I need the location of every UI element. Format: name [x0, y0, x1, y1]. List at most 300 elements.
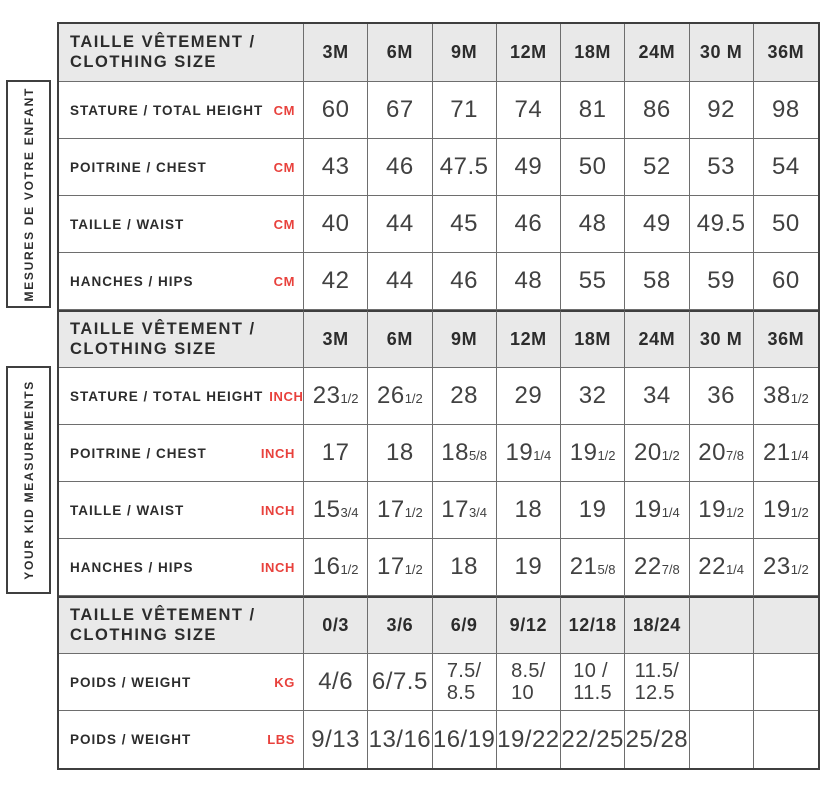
value-line: 7.5/: [446, 660, 482, 682]
size-col-header: [304, 24, 368, 82]
size-col-header-text: 6/9: [450, 615, 478, 635]
value: [698, 553, 744, 581]
value: 86: [643, 96, 671, 123]
size-header-title-line1: TAILLE VÊTEMENT /: [70, 605, 256, 624]
value: 46: [386, 153, 414, 180]
size-col-header: [497, 310, 561, 368]
value-line: 10 /: [573, 660, 608, 682]
measure-label-cell: [59, 711, 304, 768]
value: 45: [450, 210, 478, 237]
value-fraction: 1/2: [340, 562, 359, 577]
value: [377, 382, 423, 410]
value-cell: [625, 425, 689, 482]
value-cell: [433, 82, 497, 139]
size-col-header: [754, 24, 818, 82]
size-header-title: [59, 24, 304, 82]
value: 60: [321, 96, 350, 123]
value: 59: [707, 267, 735, 294]
value: 58: [643, 267, 671, 294]
measure-label-cell: [59, 654, 304, 711]
value-line: 12.5: [634, 682, 675, 704]
unit-label: CM: [273, 273, 295, 289]
value: 98: [772, 96, 800, 123]
value: 49: [643, 210, 671, 237]
value: 46: [514, 210, 543, 237]
value-cell: [497, 425, 561, 482]
value-whole: 16: [312, 553, 341, 580]
value: [698, 496, 744, 524]
value-fraction: 5/8: [468, 448, 488, 463]
value: 81: [578, 96, 607, 123]
value: [377, 553, 423, 581]
value-whole: 18: [386, 439, 414, 466]
size-col-header-text: 9M: [451, 329, 478, 349]
value-cell: [304, 368, 368, 425]
value-cell: [690, 253, 754, 310]
value-line: 11.5/: [634, 660, 680, 682]
value-cell: [433, 482, 497, 539]
size-col-header: [561, 596, 625, 654]
value: 6/7.5: [371, 668, 428, 695]
value-cell: [754, 711, 818, 768]
value-cell: [433, 711, 497, 768]
value: 44: [386, 267, 414, 294]
size-col-header: [690, 310, 754, 368]
value-cell: [304, 253, 368, 310]
value-cell: [625, 482, 689, 539]
value-cell: [433, 654, 497, 711]
value-cell: [368, 82, 432, 139]
value-fraction: 1/2: [790, 391, 809, 406]
value-cell: [625, 196, 689, 253]
value-cell: [754, 253, 818, 310]
value-cell: [304, 139, 368, 196]
value: 52: [643, 153, 671, 180]
unit-label: INCH: [269, 388, 304, 404]
value: [634, 496, 680, 524]
unit-label: KG: [274, 674, 295, 690]
value: [698, 439, 744, 467]
value-whole: 17: [441, 496, 469, 523]
value: [634, 439, 680, 467]
value-whole: 17: [376, 496, 405, 523]
value-cell: [497, 482, 561, 539]
value-cell: [497, 196, 561, 253]
value: [505, 439, 551, 467]
size-col-header-text: 12M: [509, 329, 547, 349]
size-col-header-text: 3M: [322, 329, 349, 349]
size-chart-table: [57, 22, 820, 770]
size-col-header: [561, 24, 625, 82]
value-whole: 19: [514, 553, 543, 580]
measure-label-cell: [59, 368, 304, 425]
value-fraction: 1/2: [725, 505, 745, 520]
value: 55: [578, 267, 607, 294]
size-header-title-line2: CLOTHING SIZE: [70, 625, 217, 644]
value-cell: [625, 139, 689, 196]
size-col-header: [433, 596, 497, 654]
value: 19/22: [497, 725, 560, 753]
value: 48: [578, 210, 607, 237]
value-fraction: 3/4: [468, 505, 488, 520]
value: [447, 660, 482, 704]
size-col-header-text: 18M: [574, 329, 612, 349]
value-fraction: 3/4: [340, 505, 359, 520]
size-col-header-text: 3M: [322, 42, 349, 62]
size-header-title: [59, 310, 304, 368]
value-cell: [368, 654, 432, 711]
value-line: 10: [511, 682, 534, 704]
size-col-header-text: 30 M: [699, 42, 743, 62]
value: 74: [514, 96, 543, 123]
value: 22/25: [561, 725, 624, 753]
value: [313, 382, 359, 410]
value: [763, 439, 809, 467]
measure-label: POIDS / WEIGHT: [70, 674, 192, 690]
value: 25/28: [625, 725, 689, 753]
value: 43: [321, 153, 350, 180]
value: 71: [450, 96, 478, 123]
value: 16/19: [432, 725, 496, 753]
value-fraction: 1/4: [661, 505, 680, 520]
value-cell: [561, 711, 625, 768]
size-col-header: [625, 596, 689, 654]
value: 13/16: [368, 725, 432, 753]
size-col-header: [433, 24, 497, 82]
value-cell: [368, 425, 432, 482]
size-col-header: [433, 310, 497, 368]
value: [377, 496, 423, 524]
value-whole: 18: [450, 553, 478, 580]
value-fraction: 7/8: [725, 448, 745, 463]
value-cell: [690, 82, 754, 139]
size-col-header-text: 24M: [638, 329, 676, 349]
value: 42: [321, 267, 350, 294]
value-cell: [497, 711, 561, 768]
value: [322, 439, 350, 467]
value: 92: [707, 96, 735, 123]
value-cell: [561, 196, 625, 253]
unit-label: CM: [273, 216, 295, 232]
value-whole: 21: [569, 553, 598, 580]
value-fraction: 1/2: [340, 391, 359, 406]
value-whole: 19: [698, 496, 726, 523]
value: [573, 660, 612, 704]
value-cell: [304, 711, 368, 768]
side-label-box-cm: [6, 80, 51, 308]
side-label-mesures: MESURES DE VOTRE ENFANT: [21, 86, 36, 302]
value: [386, 439, 414, 467]
size-col-header: [368, 310, 432, 368]
value-whole: 15: [312, 496, 341, 523]
value-whole: 18: [441, 439, 469, 466]
measure-label-cell: [59, 82, 304, 139]
value-cell: [368, 368, 432, 425]
measure-label: POIDS / WEIGHT: [70, 732, 192, 747]
value-whole: 20: [698, 439, 726, 466]
size-col-header: [690, 596, 754, 654]
value-whole: 21: [762, 439, 791, 466]
size-col-header-text: 18/24: [632, 615, 681, 635]
value-whole: 22: [698, 553, 726, 580]
value-cell: [304, 82, 368, 139]
value-cell: [433, 539, 497, 596]
value: 53: [707, 153, 735, 180]
value-cell: [625, 711, 689, 768]
value-cell: [304, 425, 368, 482]
value: [635, 660, 680, 704]
value-cell: [497, 253, 561, 310]
measure-label-cell: [59, 425, 304, 482]
value-whole: 23: [762, 553, 791, 580]
value: [763, 553, 809, 581]
value-whole: 26: [376, 382, 405, 409]
value-cell: [625, 539, 689, 596]
measure-label: TAILLE / WAIST: [70, 502, 185, 518]
measure-label: HANCHES / HIPS: [70, 273, 194, 289]
value: 60: [772, 267, 800, 294]
value: [515, 496, 543, 524]
value-cell: [368, 196, 432, 253]
value-whole: 19: [633, 496, 662, 523]
value-cell: [690, 539, 754, 596]
unit-label: INCH: [260, 559, 295, 575]
value-cell: [690, 368, 754, 425]
value-fraction: 1/4: [725, 562, 745, 577]
measure-label-cell: [59, 539, 304, 596]
value-cell: [625, 368, 689, 425]
value: 54: [772, 153, 800, 180]
value-whole: 29: [514, 382, 543, 409]
size-col-header: [690, 24, 754, 82]
value-cell: [561, 654, 625, 711]
value-whole: 19: [569, 439, 598, 466]
value-cell: [497, 539, 561, 596]
size-col-header-text: 36M: [767, 42, 805, 62]
value: [515, 382, 543, 410]
value-fraction: 1/2: [404, 391, 423, 406]
value-cell: [625, 253, 689, 310]
size-header-title: [59, 596, 304, 654]
value: [441, 439, 487, 467]
value: 50: [772, 210, 800, 237]
value: [313, 553, 359, 581]
value-fraction: 7/8: [661, 562, 680, 577]
size-col-header-text: 0/3: [322, 615, 350, 635]
value-fraction: 1/4: [790, 448, 809, 463]
value-cell: [690, 196, 754, 253]
size-col-header: [497, 24, 561, 82]
value-fraction: 1/2: [661, 448, 680, 463]
value-whole: 38: [762, 382, 791, 409]
size-header-title-line2: CLOTHING SIZE: [70, 339, 217, 358]
value: [441, 496, 487, 524]
value-cell: [561, 425, 625, 482]
value-cell: [625, 82, 689, 139]
value-cell: [754, 196, 818, 253]
size-col-header: [754, 310, 818, 368]
value-cell: [368, 253, 432, 310]
value: 9/13: [311, 725, 360, 753]
measure-label-cell: [59, 139, 304, 196]
value-cell: [561, 482, 625, 539]
size-col-header-text: 9/12: [509, 615, 548, 635]
value-cell: [754, 539, 818, 596]
value: 67: [386, 96, 414, 123]
value-whole: 20: [633, 439, 662, 466]
value: [450, 382, 478, 410]
value: [511, 660, 546, 704]
size-col-header-text: 3/6: [386, 615, 414, 635]
size-col-header-text: 36M: [767, 329, 805, 349]
value-cell: [304, 196, 368, 253]
measure-label-cell: [59, 196, 304, 253]
value-cell: [497, 654, 561, 711]
value-whole: 22: [633, 553, 662, 580]
value: [313, 496, 359, 524]
value-cell: [625, 654, 689, 711]
value: 49: [514, 153, 543, 180]
value: [763, 382, 809, 410]
value-cell: [690, 425, 754, 482]
value-cell: [304, 654, 368, 711]
unit-label: INCH: [260, 502, 295, 518]
value-line: 11.5: [573, 682, 612, 704]
value-cell: [754, 368, 818, 425]
value-line: 8.5: [446, 682, 476, 704]
value-cell: [368, 539, 432, 596]
value: 44: [386, 210, 414, 237]
value-fraction: 1/2: [404, 505, 423, 520]
value-cell: [433, 139, 497, 196]
value: [643, 382, 671, 410]
value-cell: [368, 711, 432, 768]
size-col-header: [625, 310, 689, 368]
value-fraction: 1/2: [790, 505, 809, 520]
measure-label: POITRINE / CHEST: [70, 445, 207, 461]
size-col-header-text: 24M: [638, 42, 676, 62]
value-whole: 19: [505, 439, 534, 466]
value-cell: [433, 368, 497, 425]
value: 48: [514, 267, 543, 294]
value: [450, 553, 478, 581]
value: 4/6: [318, 668, 354, 695]
value-whole: 36: [707, 382, 735, 409]
value-cell: [561, 82, 625, 139]
measure-label: STATURE / TOTAL HEIGHT: [70, 102, 264, 118]
size-col-header-text: 12/18: [568, 615, 617, 635]
size-header-title-line2: CLOTHING SIZE: [70, 52, 217, 71]
size-col-header-text: 18M: [574, 42, 612, 62]
value: [763, 496, 809, 524]
side-label-box-inch: [6, 366, 51, 594]
measure-label: TAILLE / WAIST: [70, 216, 185, 232]
value-cell: [690, 654, 754, 711]
value-whole: 19: [578, 496, 607, 523]
value-whole: 23: [312, 382, 341, 409]
value-cell: [497, 139, 561, 196]
value-whole: 18: [514, 496, 543, 523]
value-line: 8.5/: [511, 660, 546, 682]
value-cell: [561, 253, 625, 310]
value-cell: [368, 482, 432, 539]
value-whole: 17: [376, 553, 405, 580]
unit-label: CM: [273, 159, 295, 175]
value-cell: [561, 139, 625, 196]
value: [570, 553, 616, 581]
size-col-header: [304, 596, 368, 654]
size-col-header-text: 6M: [386, 329, 413, 349]
size-col-header: [561, 310, 625, 368]
value-cell: [690, 711, 754, 768]
measure-label: POITRINE / CHEST: [70, 159, 207, 175]
value-cell: [754, 425, 818, 482]
size-col-header: [304, 310, 368, 368]
value-cell: [561, 539, 625, 596]
value: 49.5: [696, 210, 746, 237]
value-cell: [754, 139, 818, 196]
value: [570, 439, 616, 467]
measure-label: STATURE / TOTAL HEIGHT: [70, 388, 264, 404]
value: [707, 382, 735, 410]
measure-label: HANCHES / HIPS: [70, 559, 194, 575]
value-whole: 28: [450, 382, 478, 409]
unit-label: LBS: [267, 732, 295, 747]
value-fraction: 1/2: [404, 562, 423, 577]
unit-label: CM: [273, 102, 295, 118]
size-col-header-text: 6M: [386, 42, 413, 62]
size-col-header: [625, 24, 689, 82]
value-cell: [690, 139, 754, 196]
value-fraction: 5/8: [597, 562, 616, 577]
value-cell: [561, 368, 625, 425]
value: [515, 553, 543, 581]
value-cell: [304, 539, 368, 596]
size-header-title-line1: TAILLE VÊTEMENT /: [70, 32, 256, 51]
value: 50: [578, 153, 607, 180]
side-label-your-kid: YOUR KID MEASUREMENTS: [21, 380, 36, 580]
measure-label-cell: [59, 253, 304, 310]
size-col-header-text: 30 M: [699, 329, 743, 349]
value: [579, 496, 607, 524]
size-col-header-text: 12M: [509, 42, 547, 62]
size-col-header: [497, 596, 561, 654]
value: 47.5: [439, 153, 489, 180]
value-fraction: 1/4: [533, 448, 552, 463]
value-cell: [433, 196, 497, 253]
value-cell: [497, 82, 561, 139]
value-cell: [754, 82, 818, 139]
value: 40: [321, 210, 350, 237]
value-cell: [754, 482, 818, 539]
value-whole: 34: [643, 382, 671, 409]
value: [579, 382, 607, 410]
value: [634, 553, 680, 581]
value-cell: [433, 425, 497, 482]
value-whole: 32: [578, 382, 607, 409]
value: 46: [450, 267, 478, 294]
size-col-header: [754, 596, 818, 654]
size-col-header: [368, 24, 432, 82]
value-cell: [690, 482, 754, 539]
value-cell: [368, 139, 432, 196]
size-col-header-text: 9M: [451, 42, 478, 62]
value-whole: 19: [762, 496, 791, 523]
unit-label: INCH: [260, 445, 295, 461]
value-fraction: 1/2: [790, 562, 809, 577]
value-fraction: 1/2: [597, 448, 616, 463]
size-col-header: [368, 596, 432, 654]
